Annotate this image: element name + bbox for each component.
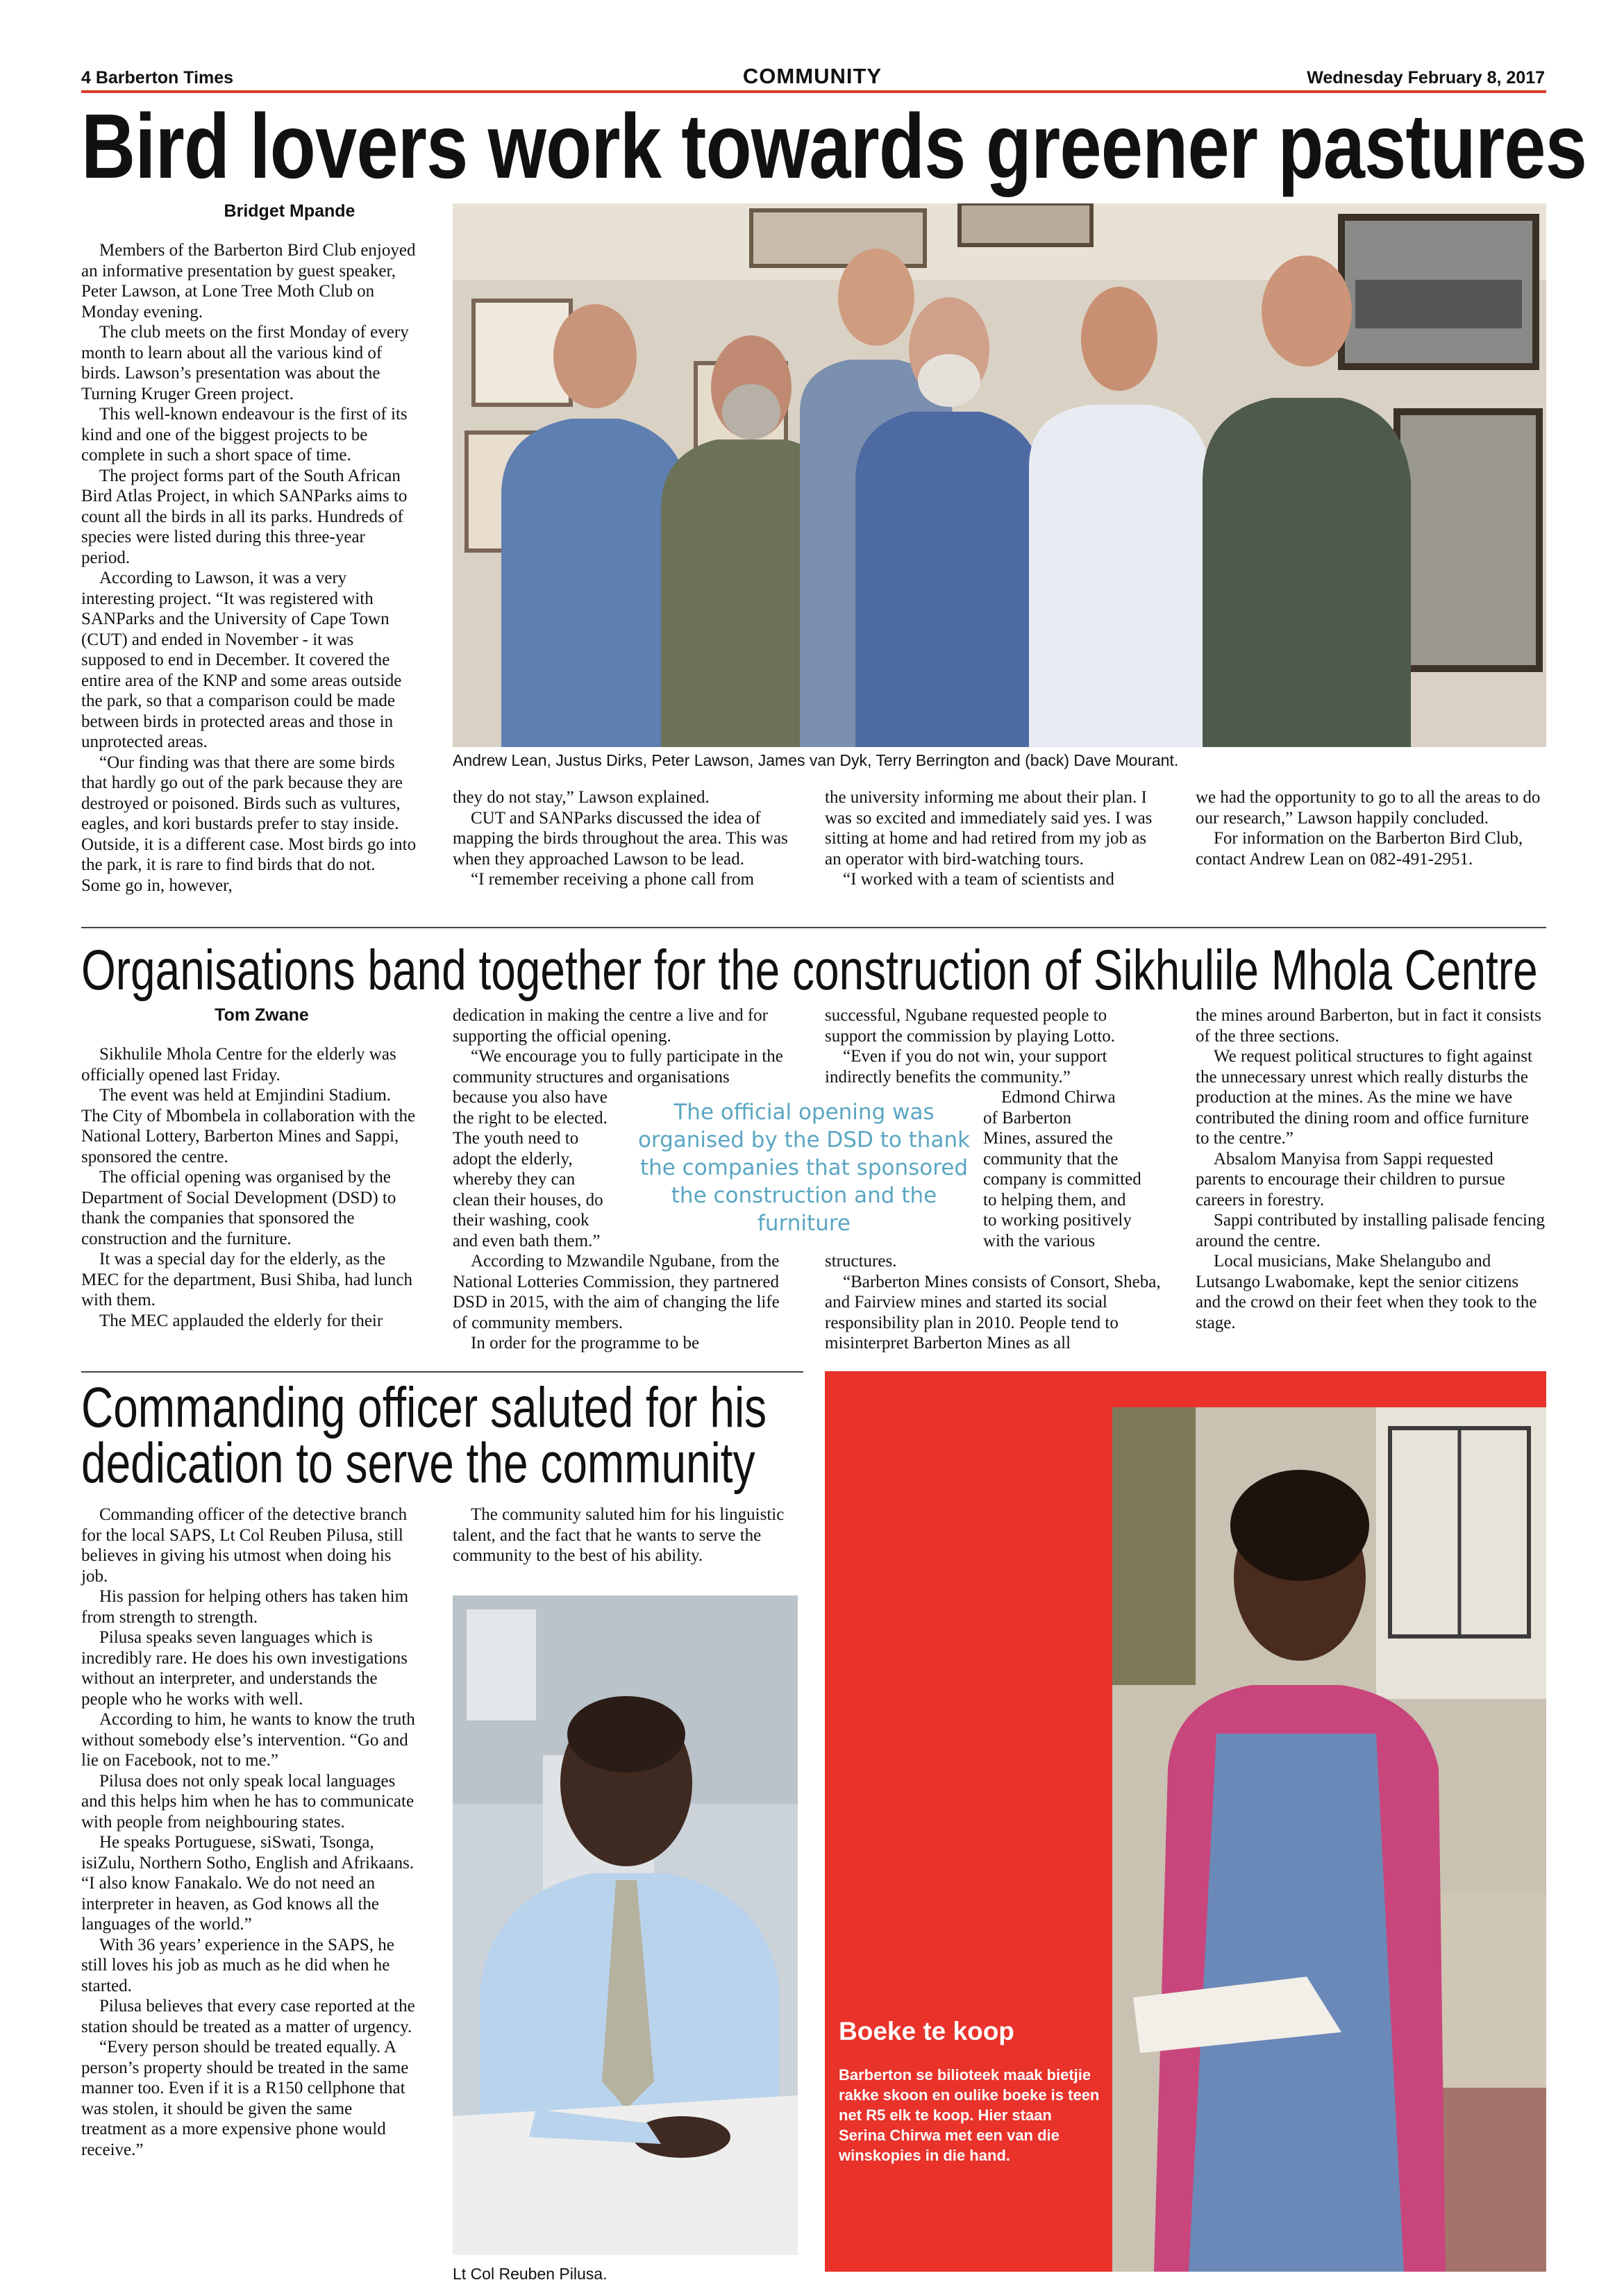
article2-column-3-wrap — [983, 1087, 1164, 1251]
paragraph: “Even if you do not win, your support indirectly benefits the community.” — [825, 1047, 1107, 1087]
article2-column-2-bottom — [453, 1251, 789, 1354]
text-line: their washing, cook — [453, 1211, 589, 1230]
paragraph: Pilusa does not only speak local languages and this helps him when he has to communicate with people from neighbouring states. — [81, 1771, 415, 1832]
text-line: with the various — [983, 1231, 1096, 1250]
article1-column-4 — [1196, 787, 1546, 869]
paragraph: The project forms part of the South African Bird Atlas Project, in which SANParks aims to count all the birds in all its parks. Hundreds of species were listed during this three-year period. — [81, 466, 408, 567]
text-line: Edmond Chirwa — [1001, 1088, 1116, 1107]
article2-column-2-wrap — [453, 1087, 633, 1251]
paragraph: they do not stay,” Lawson explained. — [453, 788, 710, 807]
paragraph: According to Mzwandile Ngubane, from the National Lotteries Commission, they partnered DSD in 2015, with the aim of changing the life of community members. — [453, 1252, 780, 1332]
article2-column-1 — [81, 1044, 418, 1331]
article2-byline: Tom Zwane — [215, 1005, 309, 1025]
article2-headline: Organisations band together for the construction of Sikhulile Mhola Centre — [81, 939, 1538, 1002]
paragraph: Commanding officer of the detective branch for the local SAPS, Lt Col Reuben Pilusa, still believes in giving his utmost when doing his job. — [81, 1505, 408, 1586]
paragraph: the university informing me about their plan. I was so excited and immediately said yes. I was sitting at home and had retired from my job as an operator with bird-watching tours. — [825, 788, 1153, 869]
paragraph: According to him, he wants to know the truth without somebody else’s intervention. “Go and lie on Facebook, not to me.” — [81, 1710, 415, 1770]
article3-headline-line-2: dedication to serve the community — [81, 1432, 755, 1495]
paragraph: CUT and SANParks discussed the idea of mapping the birds throughout the area. This was when they approached Lawson to be lead. — [453, 808, 788, 869]
paragraph: It was a special day for the elderly, as the MEC for the department, Busi Shiba, had lunch with them. — [81, 1250, 413, 1309]
paragraph: According to Lawson, it was a very interesting project. “It was registered with SANParks and the University of Cape Town (CUT) and ended in November - it was supposed to end in December. It covered the entire area of the KNP and some areas outside the park, so that a comparison could be made between birds in protected areas and those in unprotected areas. — [81, 569, 402, 751]
text-line: adopt the elderly, — [453, 1149, 573, 1168]
article-divider — [81, 1371, 803, 1373]
paragraph: The official opening was organised by the Department of Social Development (DSD) to thank the companies that sponsored the construction and the furniture. — [81, 1168, 396, 1248]
article3-headline-line-1: Commanding officer saluted for his — [81, 1376, 767, 1439]
article3-column-1 — [81, 1505, 418, 2160]
text-line: of Barberton — [983, 1108, 1072, 1128]
issue-date: Wednesday February 8, 2017 — [1307, 68, 1545, 87]
article1-column-1 — [81, 240, 418, 896]
article1-photo-caption: Andrew Lean, Justus Dirks, Peter Lawson, James van Dyk, Terry Berrington and (back) Dave Mourant. — [453, 751, 1179, 769]
bird-club-photo-illustration — [453, 203, 1546, 747]
boeke-photo — [1112, 1407, 1546, 2272]
paragraph: “Every person should be treated equally. A person’s property should be treated in the same manner too. Even if it is a R150 cellphone that was stolen, it should be given the same treatment as a more expensive phone would receive.” — [81, 2038, 409, 2159]
bird-club-photo — [453, 203, 1546, 747]
text-line: clean their houses, do — [453, 1190, 603, 1209]
pilusa-photo — [453, 1595, 798, 2255]
boeke-photo-illustration — [1112, 1407, 1546, 2272]
text-line: to helping them, and — [983, 1190, 1126, 1209]
paragraph: His passion for helping others has taken him from strength to strength. — [81, 1587, 409, 1627]
paragraph: we had the opportunity to go to all the areas to do our research,” Lawson happily concluded. — [1196, 788, 1541, 828]
text-line: community that the — [983, 1149, 1119, 1168]
article-divider — [81, 927, 1546, 928]
paragraph: “Our finding was that there are some birds that hardly go out of the park because they are destroyed or poisoned. Birds such as vultures, eagles, and kori bustards prefer to stay inside. Outside, it is a different case. Most birds go into the park, it is rare to find birds that do not. Some go in, however, — [81, 753, 417, 895]
section-title: COMMUNITY — [742, 64, 882, 88]
paragraph: successful, Ngubane requested people to support the commission by playing Lotto. — [825, 1006, 1116, 1046]
text-line: Mines, assured the — [983, 1129, 1113, 1148]
text-line: because you also have — [453, 1088, 608, 1107]
boeke-title: Boeke te koop — [839, 2017, 1014, 2045]
pull-quote: The official opening was organised by the DSD to thank the companies that sponsored the construction and the furniture — [637, 1100, 971, 1236]
paragraph: We request political structures to fight against the unnecessary unrest which really disturbs the production at the mines. As the mine we have contributed the dining room and office furniture to the centre.” — [1196, 1047, 1532, 1148]
paragraph: “I worked with a team of scientists and — [843, 870, 1114, 889]
paragraph: structures. — [825, 1252, 897, 1271]
paragraph: The community saluted him for his linguistic talent, and the fact that he wants to serve the community to the best of his ability. — [453, 1505, 785, 1565]
paragraph: “We encourage you to fully participate in the community structures and organisations — [453, 1047, 783, 1087]
text-line: to working positively — [983, 1211, 1132, 1230]
boeke-text: Barberton se bilioteek maak bietjie rakke skoon en oulike boeke is teen net R5 elk te koop. Hier staan Serina Chirwa met een van die winskopies in die hand. — [839, 2066, 1100, 2164]
text-line: whereby they can — [453, 1170, 576, 1189]
paragraph: “I remember receiving a phone call from — [471, 870, 755, 889]
pilusa-photo-illustration — [453, 1595, 798, 2255]
paragraph: the mines around Barberton, but in fact it consists of the three sections. — [1196, 1006, 1541, 1046]
article3-column-2 — [453, 1505, 789, 1566]
article1-byline: Bridget Mpande — [224, 201, 355, 221]
paragraph: Pilusa believes that every case reported at the station should be treated as a matter of urgency. — [81, 1997, 415, 2036]
page-label: 4 Barberton Times — [81, 68, 234, 87]
article2-column-3 — [825, 1005, 1162, 1087]
paragraph: This well-known endeavour is the first of its kind and one of the biggest projects to be complete in such a short space of time. — [81, 405, 408, 464]
paragraph: Sikhulile Mhola Centre for the elderly was officially opened last Friday. — [81, 1045, 396, 1084]
paragraph: “Barberton Mines consists of Consort, Sheba, and Fairview mines and started its social responsibility plan in 2010. People tend to misinterpret Barberton Mines as all — [825, 1272, 1161, 1352]
paragraph: He speaks Portuguese, siSwati, Tsonga, isiZulu, Northern Sotho, English and Afrikaans. “I also know Fanakalo. We do not need an interpreter in heaven, as God knows all the languages of the world.” — [81, 1833, 415, 1934]
paragraph: dedication in making the centre a live and for supporting the official opening. — [453, 1006, 768, 1046]
paragraph: The club meets on the first Monday of every month to learn about all the various kind of birds. Lawson’s presentation was about the Turning Kruger Green project. — [81, 323, 409, 403]
paragraph: With 36 years’ experience in the SAPS, he still loves his job as much as he did when he started. — [81, 1935, 394, 1995]
text-line: and even bath them.” — [453, 1231, 601, 1250]
article2-column-2 — [453, 1005, 789, 1087]
header-rule — [81, 90, 1546, 93]
text-line: The youth need to — [453, 1129, 579, 1148]
paragraph: The MEC applauded the elderly for their — [99, 1311, 383, 1330]
paragraph: For information on the Barberton Bird Club, contact Andrew Lean on 082-491-2951. — [1196, 829, 1523, 869]
paragraph: Pilusa speaks seven languages which is incredibly rare. He does his own investigations without an interpreter, and understands the people who he works with well. — [81, 1628, 408, 1709]
article1-column-3 — [825, 787, 1162, 890]
paragraph: Absalom Manyisa from Sappi requested parents to encourage their children to pursue careers in forestry. — [1196, 1149, 1505, 1209]
text-line: company is committed — [983, 1170, 1141, 1189]
article2-column-3-bottom — [825, 1251, 1162, 1354]
paragraph: Local musicians, Make Shelangubo and Lutsango Lwabomake, kept the senior citizens and the crowd on their feet when they took to the stage. — [1196, 1252, 1537, 1332]
article1-column-2 — [453, 787, 789, 890]
paragraph: Members of the Barberton Bird Club enjoyed an informative presentation by guest speaker, Peter Lawson, at Lone Tree Moth Club on Monday evening. — [81, 241, 416, 321]
paragraph: Sappi contributed by installing palisade fencing around the centre. — [1196, 1211, 1545, 1250]
text-line: the right to be elected. — [453, 1108, 608, 1128]
paragraph: In order for the programme to be — [471, 1334, 700, 1352]
paragraph: The event was held at Emjindini Stadium. The City of Mbombela in collaboration with the National Lottery, Barberton Mines and Sappi, sponsored the centre. — [81, 1086, 416, 1166]
pilusa-photo-caption: Lt Col Reuben Pilusa. — [453, 2265, 608, 2283]
article1-headline: Bird lovers work towards greener pastures — [81, 95, 1587, 197]
article2-column-4 — [1196, 1005, 1546, 1333]
